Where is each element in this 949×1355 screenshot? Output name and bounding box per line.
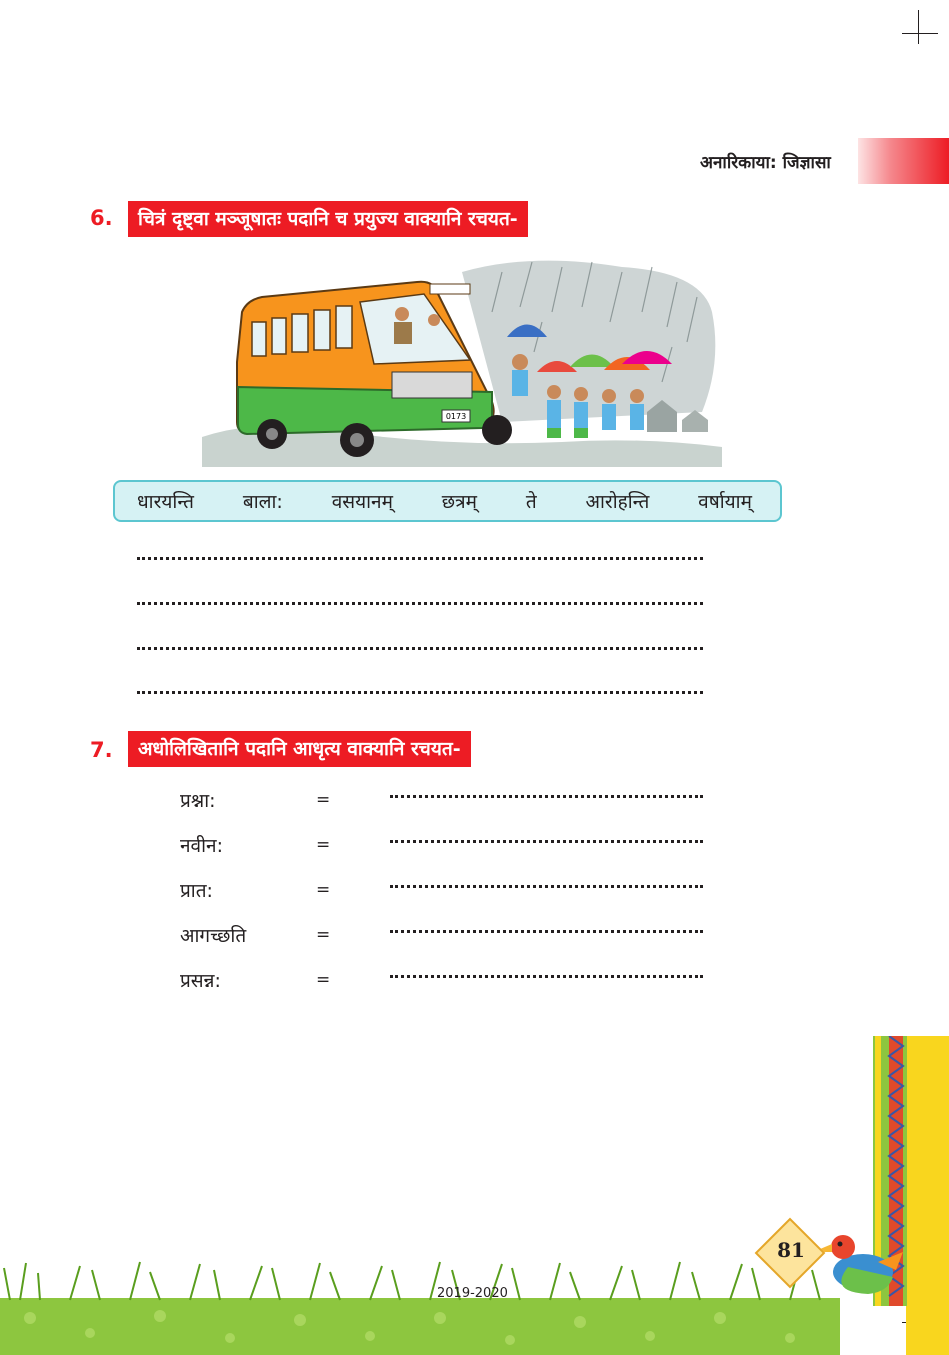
page-number: 81 — [777, 1238, 805, 1262]
question-6-number: 6. — [90, 206, 113, 230]
equals-sign: = — [316, 970, 331, 990]
word-bank-item: छत्रम् — [441, 491, 477, 513]
chapter-header-title: अनारिकाया: जिज्ञासा — [700, 153, 831, 173]
answer-line[interactable] — [390, 840, 703, 843]
answer-line[interactable] — [137, 557, 703, 560]
question-7-word: प्रसन्न: — [180, 970, 221, 992]
bird-decoration — [808, 1222, 908, 1302]
question-7-number: 7. — [90, 738, 113, 762]
question-6-instruction: चित्रं दृष्ट्वा मञ्जूषातः पदानि च प्रयुज्य वाक्यानि रचयत- — [128, 201, 528, 237]
question-7-word: आगच्छति — [180, 925, 247, 947]
equals-sign: = — [316, 790, 331, 810]
word-bank-box — [113, 480, 782, 522]
word-bank-item: बाला: — [242, 491, 283, 513]
question-7-instruction: अधोलिखितानि पदानि आधृत्य वाक्यानि रचयत- — [128, 731, 471, 767]
footer-year: 2019-2020 — [437, 1286, 508, 1301]
answer-line[interactable] — [137, 602, 703, 605]
question-7-word: नवीन: — [180, 835, 223, 857]
side-yellow-strip — [906, 1036, 949, 1355]
header-accent-bar — [858, 138, 949, 184]
word-bank-item: धारयन्ति — [137, 491, 195, 513]
answer-line[interactable] — [390, 975, 703, 978]
answer-line[interactable] — [390, 795, 703, 798]
crop-mark-top-h — [902, 33, 938, 34]
word-bank-item: आरोहन्ति — [585, 491, 650, 513]
answer-line[interactable] — [390, 885, 703, 888]
bus-rain-illustration — [202, 252, 722, 467]
grass-decoration — [0, 1258, 840, 1355]
answer-line[interactable] — [390, 930, 703, 933]
word-bank-item: ते — [525, 491, 537, 513]
equals-sign: = — [316, 835, 331, 855]
question-7-word: प्रात: — [180, 880, 213, 902]
crop-mark-top-v — [918, 10, 919, 44]
word-bank-item: वर्षायाम् — [698, 491, 752, 513]
equals-sign: = — [316, 925, 331, 945]
answer-line[interactable] — [137, 691, 703, 694]
bus-number-plate: 0173 — [445, 412, 467, 421]
equals-sign: = — [316, 880, 331, 900]
answer-line[interactable] — [137, 647, 703, 650]
question-7-word: प्रश्ना: — [180, 790, 216, 812]
word-bank-item: वसयानम् — [331, 491, 393, 513]
